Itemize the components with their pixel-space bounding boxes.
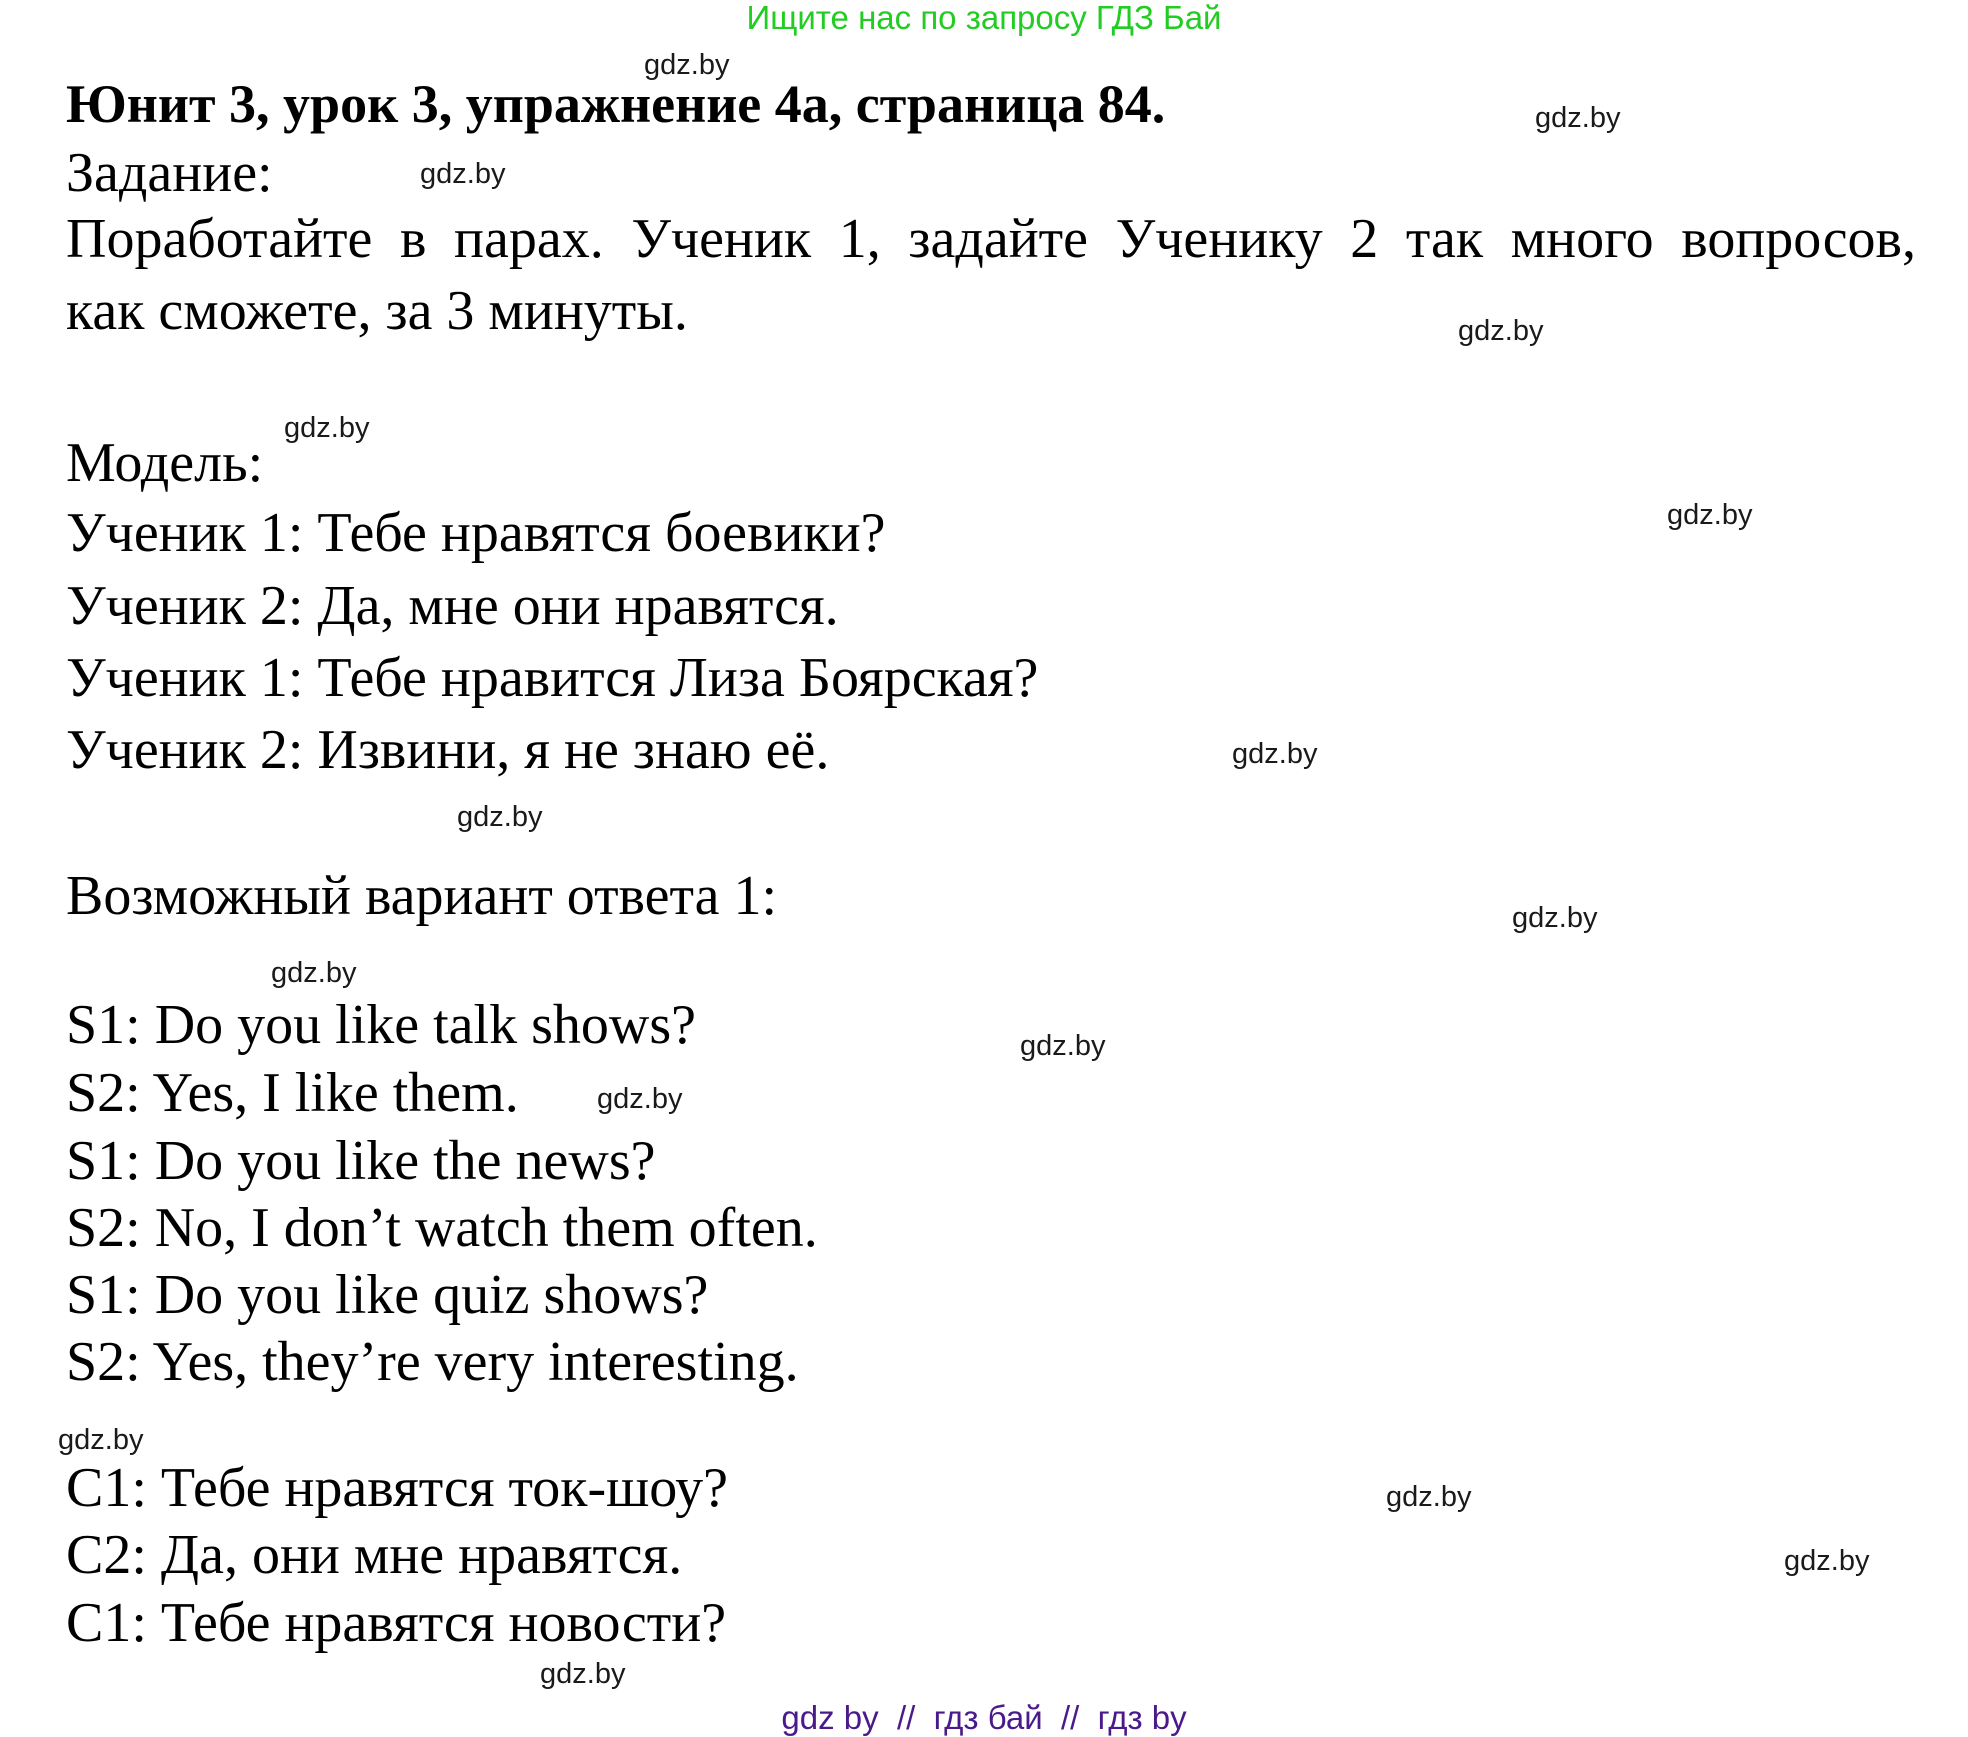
answer-english-line: S2: Yes, they’re very interesting. bbox=[66, 1331, 799, 1393]
watermark: gdz.by bbox=[271, 957, 357, 989]
watermark: gdz.by bbox=[58, 1424, 144, 1456]
answer-english-line: S1: Do you like talk shows? bbox=[66, 994, 696, 1056]
footer-branding: gdz by // гдз бай // гдз by bbox=[781, 1699, 1187, 1736]
watermark: gdz.by bbox=[420, 158, 506, 190]
watermark: gdz.by bbox=[1535, 102, 1621, 134]
answer-english-line: S2: No, I don’t watch them often. bbox=[66, 1197, 818, 1259]
watermark: gdz.by bbox=[1512, 902, 1598, 934]
watermark: gdz.by bbox=[1020, 1030, 1106, 1062]
answer-english-line: S1: Do you like the news? bbox=[66, 1130, 656, 1192]
model-label: Модель: bbox=[66, 432, 264, 494]
answer-russian-line: С1: Тебе нравятся новости? bbox=[66, 1592, 727, 1654]
watermark: gdz.by bbox=[1386, 1481, 1472, 1513]
watermark: gdz.by bbox=[597, 1083, 683, 1115]
model-line: Ученик 2: Извини, я не знаю её. bbox=[66, 719, 830, 781]
task-text bbox=[66, 203, 1916, 347]
answer-russian-line: С2: Да, они мне нравятся. bbox=[66, 1524, 683, 1586]
search-hint-banner: Ищите нас по запросу ГДЗ Бай bbox=[746, 0, 1222, 36]
watermark: gdz.by bbox=[284, 412, 370, 444]
watermark: gdz.by bbox=[540, 1658, 626, 1690]
watermark: gdz.by bbox=[1458, 315, 1544, 347]
task-text-line-2: как сможете, за 3 минуты. bbox=[66, 280, 688, 342]
answer-label: Возможный вариант ответа 1: bbox=[66, 865, 778, 927]
watermark: gdz.by bbox=[644, 49, 730, 81]
task-label: Задание: bbox=[66, 142, 273, 204]
watermark: gdz.by bbox=[1667, 499, 1753, 531]
model-line: Ученик 1: Тебе нравится Лиза Боярская? bbox=[66, 647, 1039, 709]
task-text-line-1: Поработайте в парах. Ученик 1, задайте Ученику 2 так много вопросов, bbox=[66, 208, 1916, 270]
watermark: gdz.by bbox=[1232, 738, 1318, 770]
watermark: gdz.by bbox=[457, 801, 543, 833]
answer-english-line: S1: Do you like quiz shows? bbox=[66, 1264, 709, 1326]
answer-russian-line: С1: Тебе нравятся ток-шоу? bbox=[66, 1457, 728, 1519]
model-line: Ученик 1: Тебе нравятся боевики? bbox=[66, 502, 886, 564]
model-line: Ученик 2: Да, мне они нравятся. bbox=[66, 575, 839, 637]
page-title: Юнит 3, урок 3, упражнение 4а, страница 84. bbox=[66, 74, 1166, 134]
answer-english-line: S2: Yes, I like them. bbox=[66, 1062, 519, 1124]
watermark: gdz.by bbox=[1784, 1545, 1870, 1577]
